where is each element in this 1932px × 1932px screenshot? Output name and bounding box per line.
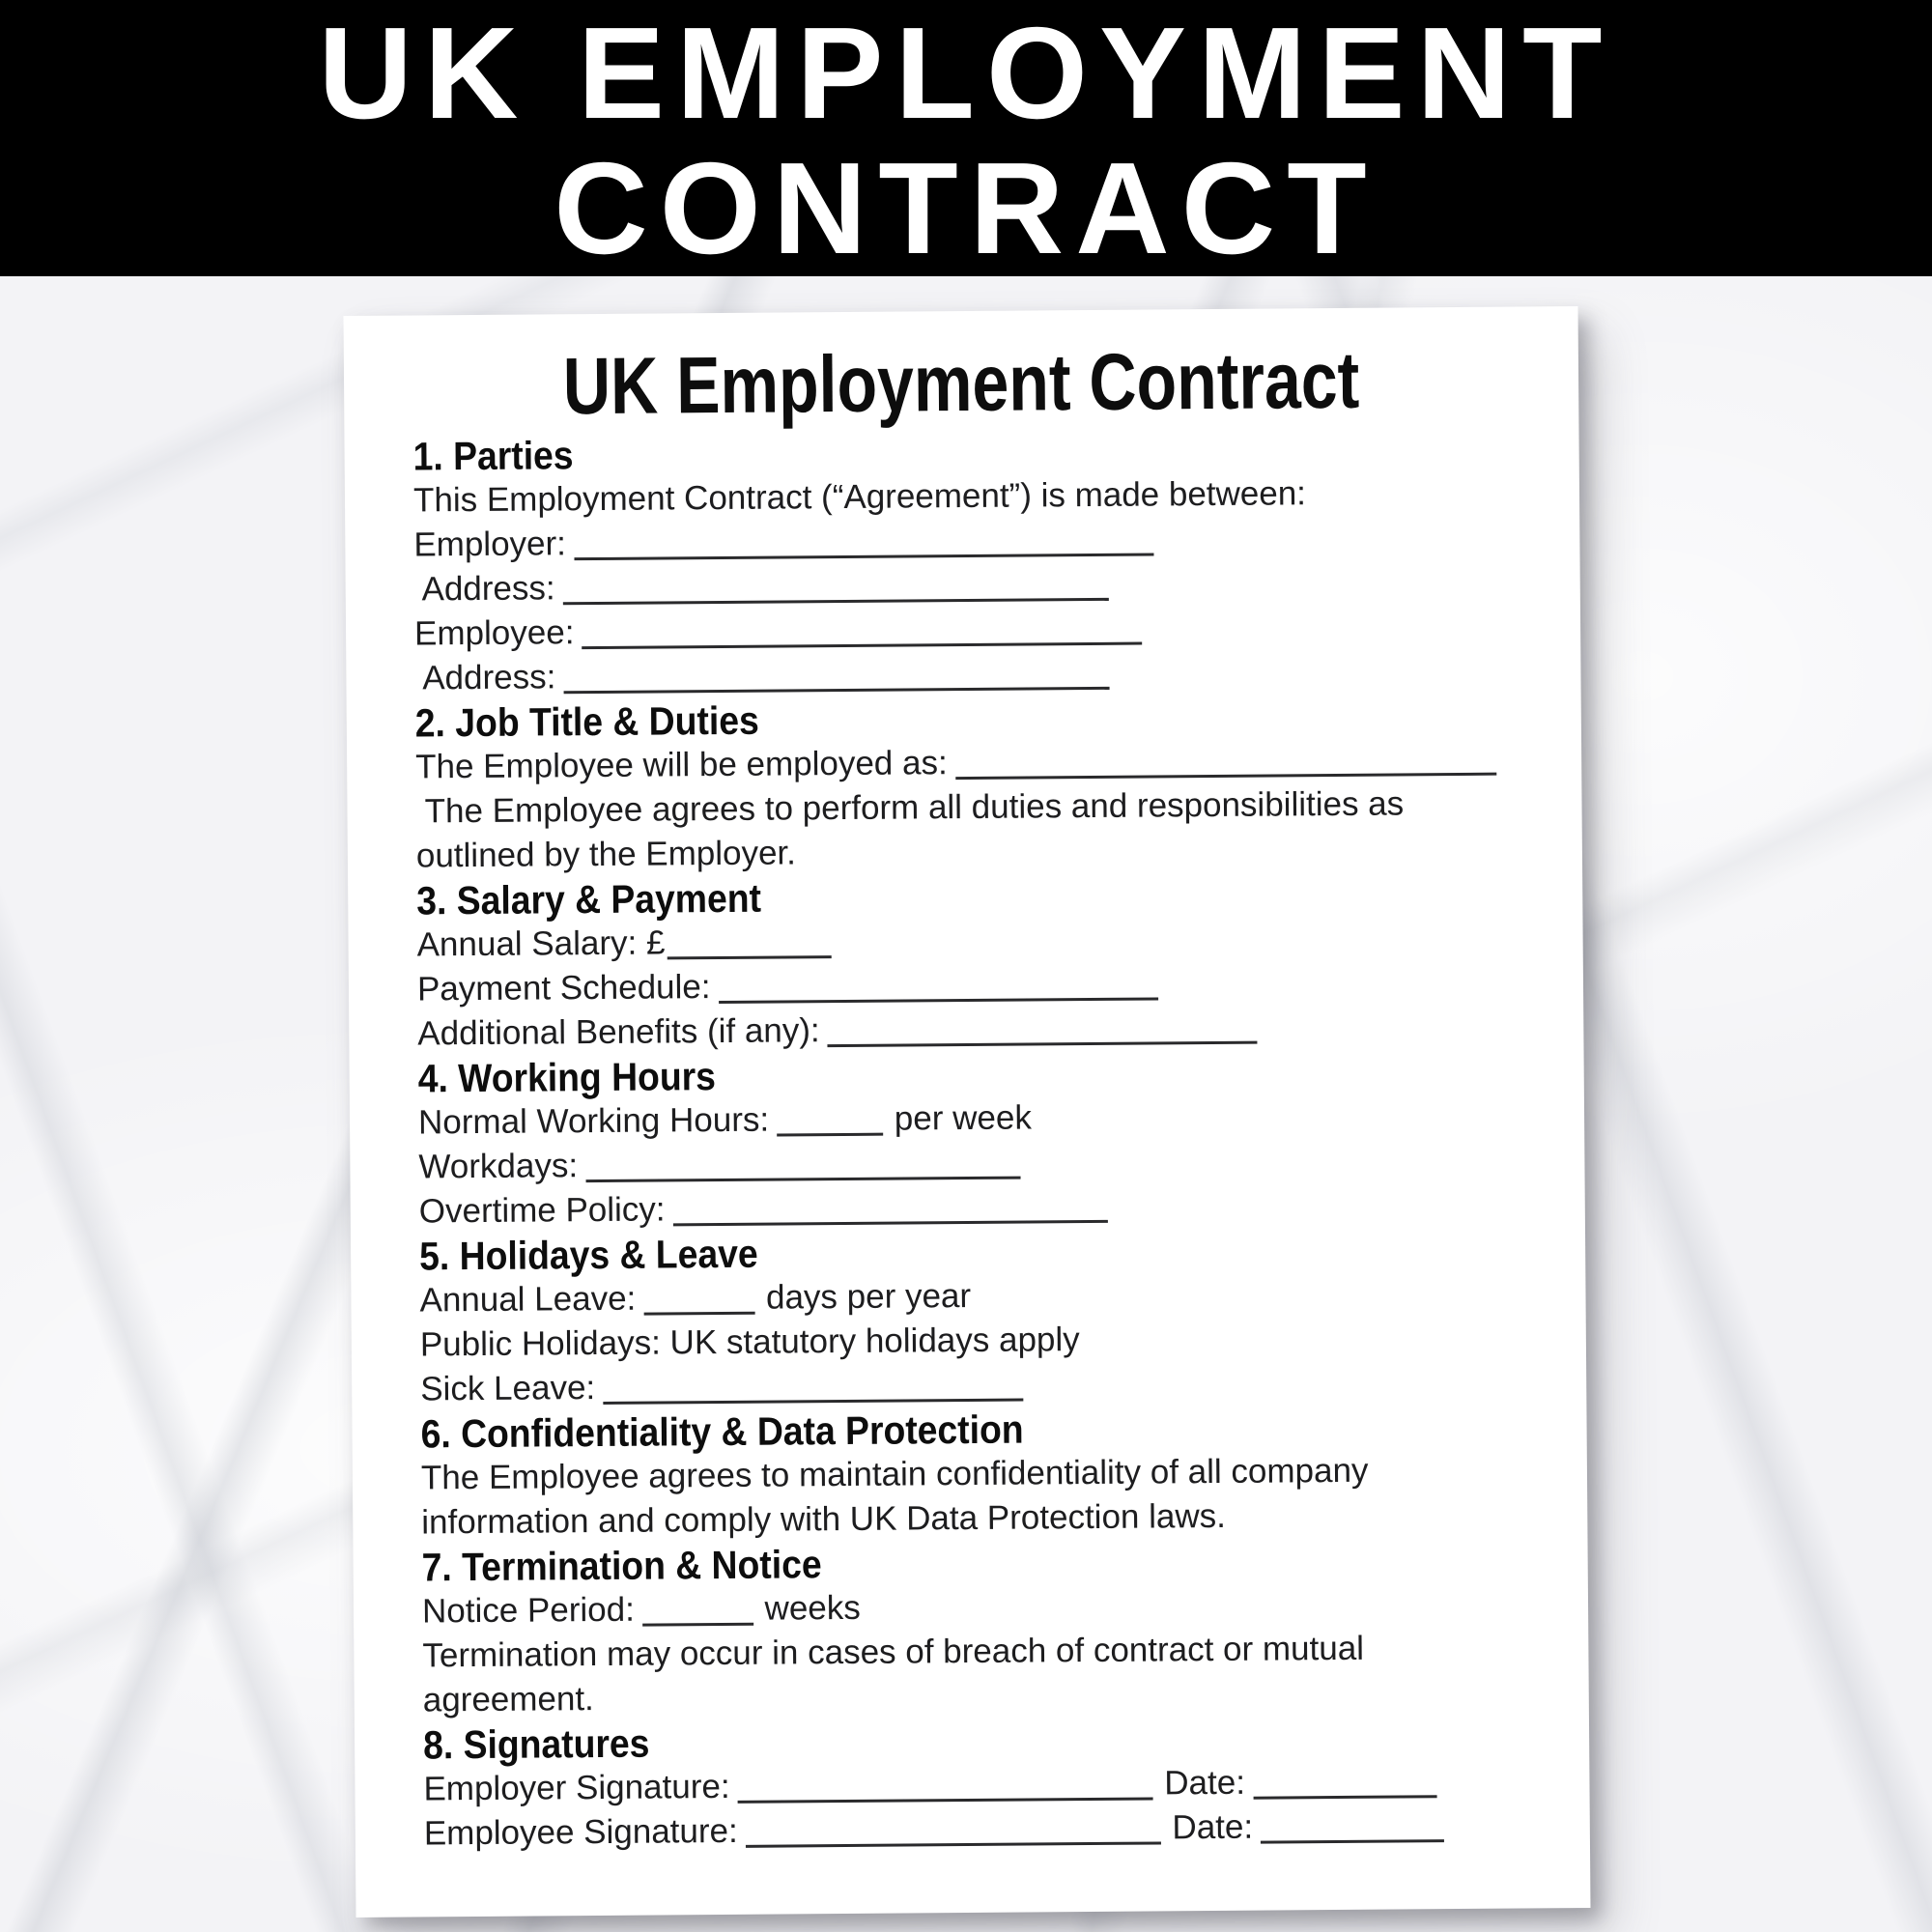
section-heading: 5. Holidays & Leave [418, 1231, 758, 1279]
contract-section [420, 1403, 1548, 1545]
blank-line [643, 1311, 754, 1316]
line-text: Overtime Policy: [418, 1190, 666, 1231]
line-text: Public Holidays: UK statutory holidays apply [419, 1321, 1080, 1364]
banner-title-line2: CONTRACT [554, 135, 1378, 281]
line-text: outlined by the Employer. [415, 834, 797, 875]
line-text: Address: [414, 658, 556, 697]
section-heading: 3. Salary & Payment [416, 875, 762, 923]
line-text: The Employee agrees to perform all duties and responsibilities as [415, 784, 1405, 831]
blank-line [746, 1840, 1161, 1847]
contract-section [415, 692, 1544, 878]
blank-line [673, 1219, 1108, 1227]
line-text: The Employee will be employed as: [415, 744, 948, 786]
blank-line [1261, 1838, 1444, 1843]
blank-line [563, 597, 1109, 605]
section-heading: 2. Job Title & Duties [414, 697, 759, 746]
line-text: Date: [1162, 1807, 1254, 1847]
blank-line [582, 641, 1143, 650]
line-text: weeks [754, 1588, 861, 1628]
banner [0, 0, 1932, 281]
contract-section [423, 1714, 1551, 1856]
line-text: per week [884, 1098, 1033, 1138]
form-line [415, 781, 1543, 834]
line-text: Normal Working Hours: [417, 1100, 770, 1142]
contract-section [416, 869, 1545, 1056]
line-text: Additional Benefits (if any): [417, 1011, 820, 1053]
line-text: Employer: [413, 525, 567, 564]
line-text: Workdays: [418, 1147, 579, 1186]
form-line [424, 1803, 1551, 1856]
blank-line [563, 686, 1109, 694]
line-text: Employer Signature: [423, 1767, 730, 1808]
contract-page [344, 306, 1591, 1918]
contract-section [412, 425, 1542, 700]
line-text: The Employee agrees to maintain confidentiality of all company [420, 1451, 1369, 1497]
line-text: Notice Period: [421, 1590, 636, 1631]
line-text: information and comply with UK Data Protection laws. [421, 1496, 1227, 1542]
section-heading: 7. Termination & Notice [421, 1542, 822, 1590]
banner-title-line1: UK EMPLOYMENT [318, 0, 1614, 146]
section-heading: 6. Confidentiality & Data Protection [420, 1406, 1024, 1457]
blank-line [585, 1176, 1020, 1183]
blank-line [738, 1797, 1153, 1804]
line-text: Termination may occur in cases of breach of contract or mutual [422, 1629, 1365, 1675]
blank-line [574, 552, 1153, 560]
blank-line [777, 1132, 883, 1137]
line-text: Payment Schedule: [416, 968, 711, 1009]
line-text: Address: [413, 569, 555, 609]
contract-section [422, 1536, 1550, 1722]
blank-line [603, 1398, 1023, 1405]
section-heading: 8. Signatures [422, 1720, 650, 1768]
line-text: Employee: [413, 613, 575, 653]
contract-sections [344, 425, 1590, 1857]
line-text: agreement. [422, 1680, 594, 1719]
blank-line [828, 1040, 1258, 1047]
document-title: UK Employment Contract [562, 334, 1360, 432]
line-text: Date: [1154, 1763, 1246, 1803]
line-text: Employee Signature: [423, 1811, 738, 1853]
contract-section [419, 1225, 1548, 1411]
blank-line [719, 996, 1158, 1004]
blank-line [642, 1622, 753, 1627]
line-text: Annual Salary: £ [416, 923, 666, 964]
contract-section [418, 1047, 1547, 1234]
blank-line [668, 954, 832, 959]
line-text: Sick Leave: [420, 1369, 596, 1408]
section-heading: 1. Parties [412, 433, 574, 479]
blank-line [1253, 1794, 1436, 1799]
line-text: Annual Leave: [419, 1279, 637, 1320]
line-text: days per year [756, 1276, 972, 1317]
blank-line [955, 772, 1496, 780]
section-heading: 4. Working Hours [417, 1054, 717, 1101]
line-text: This Employment Contract (“Agreement”) is made between: [412, 474, 1307, 520]
